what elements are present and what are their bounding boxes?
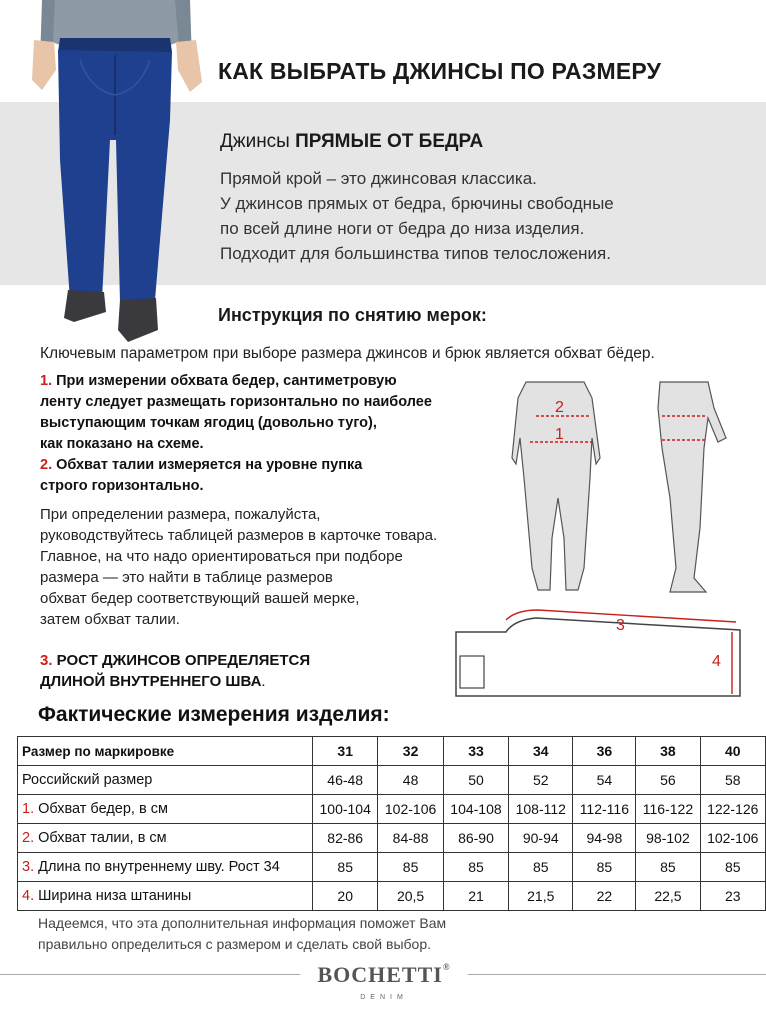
value-cell: 104-108	[443, 795, 508, 824]
description-line: Подходит для большинства типов телосложения.	[220, 244, 611, 263]
value-cell: 22	[573, 882, 636, 911]
point-3-line: РОСТ ДЖИНСОВ ОПРЕДЕЛЯЕТСЯ	[52, 652, 311, 669]
brand-subtitle: DENIM	[360, 994, 408, 1001]
row-label-cell	[18, 824, 313, 853]
body-measurement-diagram	[500, 378, 740, 600]
brand-registered-mark: ®	[442, 962, 451, 972]
point-3-line: ДЛИНОЙ ВНУТРЕННЕГО ШВА	[40, 673, 262, 690]
table-header-row	[18, 737, 766, 766]
row-number: 4.	[22, 888, 35, 904]
size-cell: 31	[313, 737, 378, 766]
row-label-cell	[18, 853, 313, 882]
trouser-leg-diagram	[446, 606, 746, 708]
trouser-pocket	[460, 656, 484, 688]
size-guidance-paragraph	[40, 504, 437, 630]
value-cell: 85	[700, 853, 765, 882]
instruction-point-3	[40, 650, 310, 692]
value-cell: 98-102	[636, 824, 700, 853]
footer-rule-right	[468, 974, 766, 975]
value-cell: 108-112	[509, 795, 573, 824]
value-cell: 102-106	[700, 824, 765, 853]
row-number: 2.	[22, 830, 35, 846]
value-cell: 22,5	[636, 882, 700, 911]
table-row	[18, 766, 766, 795]
right-shoe	[118, 298, 158, 342]
value-cell: 85	[636, 853, 700, 882]
description-line: Прямой крой – это джинсовая классика.	[220, 169, 537, 188]
paragraph-line: затем обхват талии.	[40, 611, 180, 628]
size-cell: 34	[509, 737, 573, 766]
point-1-line: как показано на схеме.	[40, 436, 204, 452]
point-1-line: выступающим точкам ягодиц (довольно туго),	[40, 415, 377, 431]
value-cell: 50	[443, 766, 508, 795]
measure-3-label: 3	[616, 617, 625, 634]
value-cell: 86-90	[443, 824, 508, 853]
value-cell: 54	[573, 766, 636, 795]
row-label: Длина по внутреннему шву. Рост 34	[34, 859, 280, 875]
point-2-line: строго горизонтально.	[40, 478, 204, 494]
key-parameter-text: Ключевым параметром при выборе размера джинсов и брюк является обхват бёдер.	[40, 345, 655, 362]
trouser-leg-outline	[456, 618, 740, 696]
value-cell: 100-104	[313, 795, 378, 824]
right-hand	[176, 40, 202, 92]
row-label: Ширина низа штанины	[34, 888, 192, 904]
row-number: 3.	[22, 859, 35, 875]
model-jeans-illustration	[20, 0, 210, 345]
measure-1-label: 1	[555, 426, 564, 443]
footer-rule-left	[0, 974, 300, 975]
paragraph-line: При определении размера, пожалуйста,	[40, 506, 321, 523]
paragraph-line: размера — это найти в таблице размеров	[40, 569, 333, 586]
table-row	[18, 824, 766, 853]
row-label: Обхват талии, в см	[34, 830, 167, 846]
size-cell: 33	[443, 737, 508, 766]
value-cell: 21	[443, 882, 508, 911]
value-cell: 85	[378, 853, 443, 882]
value-cell: 20	[313, 882, 378, 911]
value-cell: 20,5	[378, 882, 443, 911]
size-table	[17, 736, 766, 911]
value-cell: 23	[700, 882, 765, 911]
left-hand	[32, 40, 56, 90]
value-cell: 90-94	[509, 824, 573, 853]
table-row	[18, 853, 766, 882]
size-cell: 38	[636, 737, 700, 766]
footer-note-line: правильно определиться с размером и сделать свой выбор.	[38, 936, 431, 952]
value-cell: 85	[509, 853, 573, 882]
subtitle-fit-name: ПРЯМЫЕ ОТ БЕДРА	[295, 131, 484, 152]
paragraph-line: обхват бедер соответствующий вашей мерке,	[40, 590, 360, 607]
instruction-point-1	[40, 371, 432, 455]
brand-name: BOCHETTI	[317, 962, 443, 987]
left-shoe	[64, 290, 106, 322]
brand-logo	[309, 962, 459, 988]
value-cell: 85	[443, 853, 508, 882]
size-cell: 32	[378, 737, 443, 766]
value-cell: 48	[378, 766, 443, 795]
value-cell: 82-86	[313, 824, 378, 853]
point-2-line: Обхват талии измеряется на уровне пупка	[52, 457, 363, 473]
value-cell: 46-48	[313, 766, 378, 795]
footer-note-line: Надеемся, что эта дополнительная информация поможет Вам	[38, 915, 447, 931]
point-3-number: 3.	[40, 652, 53, 669]
row-label-cell	[18, 882, 313, 911]
fit-subtitle	[220, 131, 483, 153]
row-label-cell	[18, 766, 313, 795]
point-1-line: При измерении обхвата бедер, сантиметровую	[52, 373, 397, 389]
side-body-figure	[658, 382, 726, 592]
size-cell: 36	[573, 737, 636, 766]
table-row	[18, 882, 766, 911]
measure-2-label: 2	[555, 399, 564, 416]
row-label-cell	[18, 795, 313, 824]
value-cell: 122-126	[700, 795, 765, 824]
value-cell: 85	[573, 853, 636, 882]
measure-4-label: 4	[712, 653, 721, 670]
point-3-period: .	[261, 673, 266, 690]
value-cell: 85	[313, 853, 378, 882]
header-label-cell: Размер по маркировке	[18, 737, 313, 766]
page-title: КАК ВЫБРАТЬ ДЖИНСЫ ПО РАЗМЕРУ	[218, 58, 662, 84]
paragraph-line: руководствуйтесь таблицей размеров в карточке товара.	[40, 527, 438, 544]
instruction-point-2	[40, 455, 362, 497]
description-line: по всей длине ноги от бедра до низа изделия.	[220, 219, 585, 238]
row-label: Российский размер	[22, 772, 153, 788]
value-cell: 116-122	[636, 795, 700, 824]
value-cell: 58	[700, 766, 765, 795]
instructions-title: Инструкция по снятию мерок:	[218, 305, 487, 325]
value-cell: 84-88	[378, 824, 443, 853]
point-2-number: 2.	[40, 457, 53, 473]
value-cell: 52	[509, 766, 573, 795]
point-1-line: ленту следует размещать горизонтально по наиболее	[40, 394, 432, 410]
footer-note	[38, 913, 446, 955]
row-label: Обхват бедер, в см	[34, 801, 168, 817]
measurements-title: Фактические измерения изделия:	[38, 703, 390, 726]
subtitle-prefix: Джинсы	[220, 131, 296, 152]
value-cell: 102-106	[378, 795, 443, 824]
value-cell: 94-98	[573, 824, 636, 853]
size-cell: 40	[700, 737, 765, 766]
value-cell: 112-116	[573, 795, 636, 824]
value-cell: 56	[636, 766, 700, 795]
paragraph-line: Главное, на что надо ориентироваться при подборе	[40, 548, 403, 565]
description-line: У джинсов прямых от бедра, брючины свободные	[220, 194, 614, 213]
table-row	[18, 795, 766, 824]
fit-description	[220, 166, 614, 266]
row-number: 1.	[22, 801, 35, 817]
value-cell: 21,5	[509, 882, 573, 911]
point-1-number: 1.	[40, 373, 53, 389]
